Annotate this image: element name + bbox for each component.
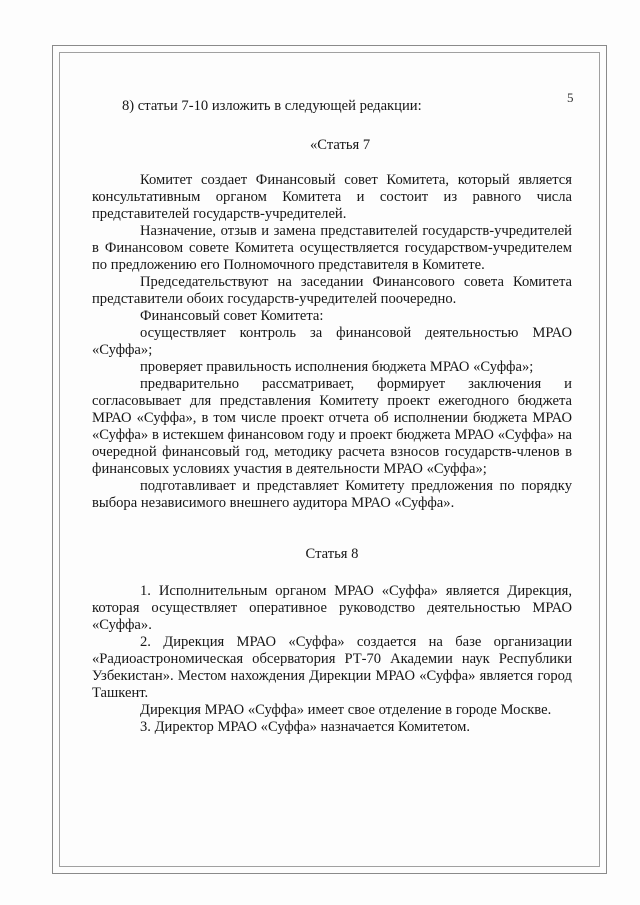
article-7-paragraph: подготавливает и представляет Комитету предложения по порядку выбора независимого внешнего аудитора МРАО «Суффа».: [92, 478, 572, 511]
article-8-paragraph: 3. Директор МРАО «Суффа» назначается Комитетом.: [140, 719, 470, 735]
document-body: [92, 98, 572, 736]
article-7-paragraph: Финансовый совет Комитета:: [140, 308, 324, 324]
article-8-paragraph: 1. Исполнительным органом МРАО «Суффа» является Дирекция, которая осуществляет оперативное руководство деятельностью МРАО «Суффа».: [92, 583, 572, 633]
intro-line: 8) статьи 7-10 изложить в следующей редакции:: [122, 98, 422, 114]
article-7-paragraph: Председательствуют на заседании Финансового совета Комитета представители обоих государств-учредителей поочередно.: [92, 274, 572, 307]
article-8-heading: Статья 8: [305, 546, 359, 562]
article-8-paragraph: 2. Дирекция МРАО «Суффа» создается на базе организации «Радиоастрономическая обсерватория РТ-70 Академии наук Республики Узбекистан». Местом нахождения Дирекции МРАО «Суффа» является город Ташкент.: [92, 634, 572, 701]
article-7-paragraph: Комитет создает Финансовый совет Комитета, который является консультативным органом Комитета и состоит из равного числа представителей государств-учредителей.: [92, 172, 572, 222]
article-7-paragraph: осуществляет контроль за финансовой деятельностью МРАО «Суффа»;: [92, 325, 572, 358]
article-7-paragraph: Назначение, отзыв и замена представителей государств-учредителей в Финансовом совете Комитета осуществляется государством-учредителем по предложению его Полномочного представителя в Комитете.: [92, 223, 572, 273]
page-number: 5: [567, 90, 574, 105]
article-7-heading: «Статья 7: [310, 137, 371, 153]
article-8-paragraph: Дирекция МРАО «Суффа» имеет свое отделение в городе Москве.: [140, 702, 552, 718]
article-7-paragraph: проверяет правильность исполнения бюджета МРАО «Суффа»;: [140, 359, 534, 375]
article-7-paragraph: предварительно рассматривает, формирует заключения и согласовывает для представления Комитету проект ежегодного бюджета МРАО «Суффа», в том числе проект отчета об исполнении бюджета МРАО «Суффа» в истекшем финансовом году и проект бюджета МРАО «Суффа» на очередной финансовый год, методику расчета взносов государств-членов в финансовых условиях участия в деятельности МРАО «Суффа»;: [92, 376, 572, 477]
